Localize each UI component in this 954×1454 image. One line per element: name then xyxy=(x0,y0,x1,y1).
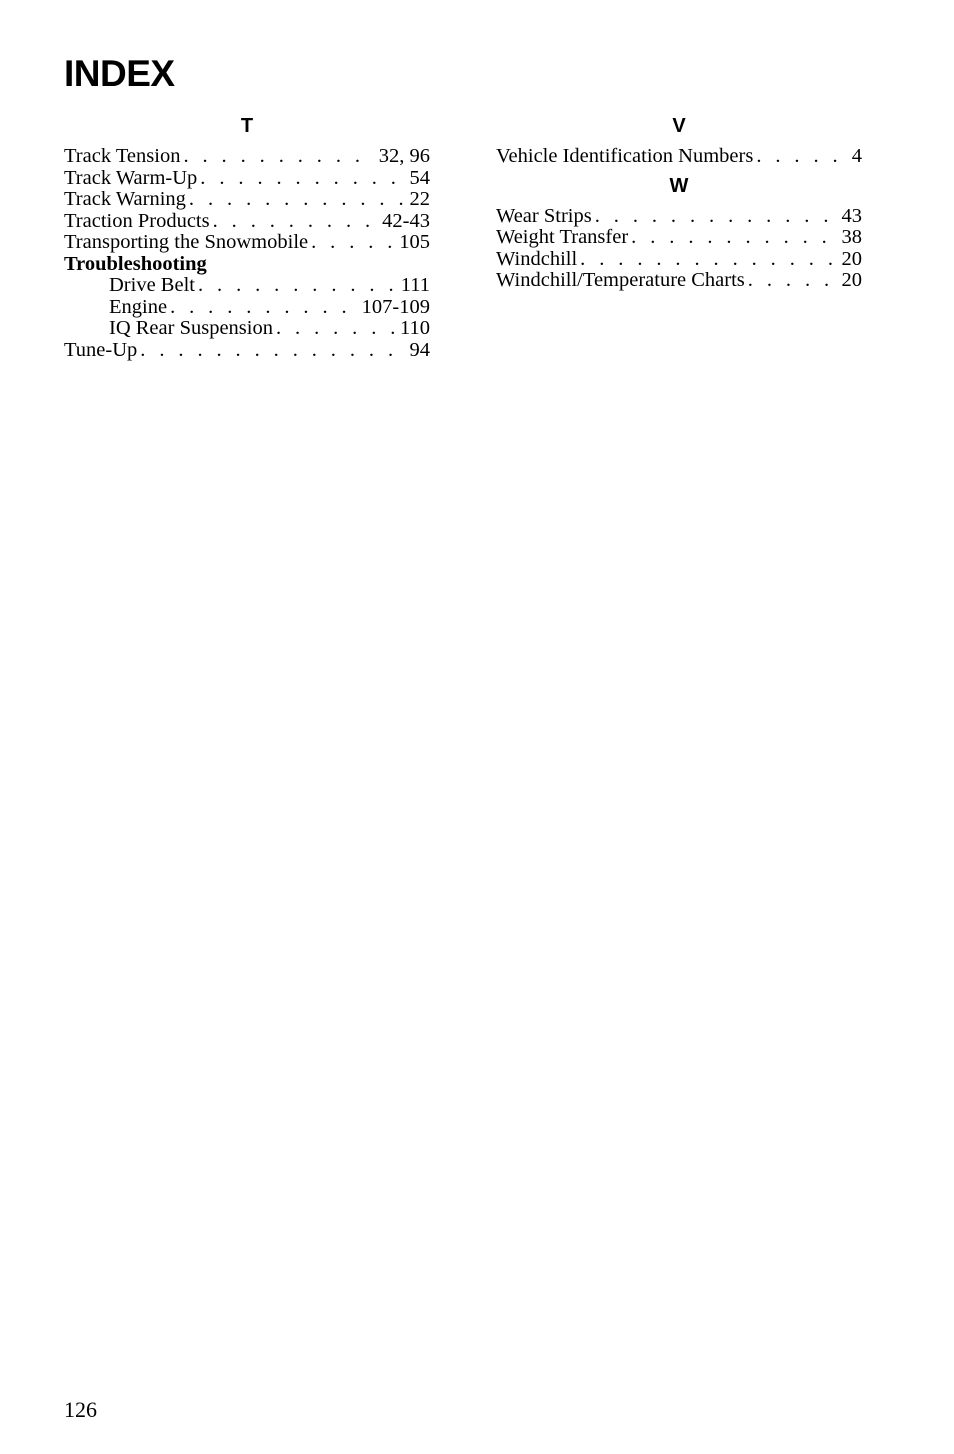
entry-page: 107-109 xyxy=(361,296,430,318)
entry-term: Track Tension xyxy=(64,146,181,167)
entry-term: Weight Transfer xyxy=(496,227,629,248)
entry-term: Track Warning xyxy=(64,189,186,210)
dot-leader xyxy=(273,318,396,340)
dot-leader xyxy=(753,146,847,168)
index-subentry xyxy=(64,275,430,297)
index-heading: Troubleshooting xyxy=(64,252,207,275)
section-letter: W xyxy=(669,174,689,197)
entry-page: 94 xyxy=(409,339,430,361)
page-title: INDEX xyxy=(64,53,175,94)
entry-term: Track Warm-Up xyxy=(64,167,198,189)
index-entry xyxy=(496,146,862,168)
index-entry xyxy=(496,206,862,228)
entry-page: 111 xyxy=(400,275,430,296)
index-entry xyxy=(64,340,430,362)
entry-page: 42-43 xyxy=(382,210,430,232)
dot-leader xyxy=(180,146,374,168)
entry-page: 20 xyxy=(841,248,862,270)
entry-term: Traction Products xyxy=(64,210,210,232)
entry-term: Engine xyxy=(109,296,168,318)
page-number: 126 xyxy=(64,1397,97,1422)
index-section xyxy=(64,112,430,361)
dot-leader xyxy=(628,227,837,249)
entry-term: Wear Strips xyxy=(496,205,592,227)
dot-leader xyxy=(210,211,379,233)
entry-term: Transporting the Snowmobile xyxy=(64,232,309,253)
entry-page: 43 xyxy=(841,205,862,227)
index-entry xyxy=(496,270,862,292)
index-entry xyxy=(64,189,430,211)
entry-term: Tune-Up xyxy=(64,339,138,361)
entry-term: Windchill xyxy=(496,248,578,270)
dot-leader xyxy=(195,275,397,297)
index-entry xyxy=(64,211,430,233)
index-subentry xyxy=(64,318,430,340)
dot-leader xyxy=(745,270,838,292)
entry-page: 22 xyxy=(409,189,430,210)
dot-leader xyxy=(197,168,405,190)
index-entry xyxy=(496,227,862,249)
index-entry xyxy=(496,249,862,271)
index-column-left xyxy=(64,112,430,361)
entry-page: 38 xyxy=(841,227,862,248)
dot-leader xyxy=(577,249,837,271)
entry-page: 54 xyxy=(409,167,430,189)
index-entry xyxy=(64,146,430,168)
entry-term: Drive Belt xyxy=(109,275,195,296)
entry-page: 32, 96 xyxy=(378,146,430,167)
entry-term: Vehicle Identification Numbers xyxy=(496,146,754,167)
entry-page: 110 xyxy=(400,318,430,339)
dot-leader xyxy=(186,189,406,211)
dot-leader xyxy=(308,232,395,254)
dot-leader xyxy=(137,340,405,362)
entry-term: Windchill/Temperature Charts xyxy=(496,270,745,291)
index-entry xyxy=(64,232,430,254)
entry-page: 20 xyxy=(841,270,862,291)
section-letter: T xyxy=(240,115,254,137)
entry-term: IQ Rear Suspension xyxy=(109,318,273,339)
dot-leader xyxy=(167,297,358,319)
index-section xyxy=(496,172,862,292)
index-section xyxy=(496,112,862,168)
entry-page: 4 xyxy=(851,146,862,167)
section-letter: V xyxy=(672,115,686,137)
dot-leader xyxy=(592,206,838,228)
entry-page: 105 xyxy=(399,232,430,253)
index-entry xyxy=(64,168,430,190)
index-subentry xyxy=(64,297,430,319)
index-column-right xyxy=(496,112,862,292)
